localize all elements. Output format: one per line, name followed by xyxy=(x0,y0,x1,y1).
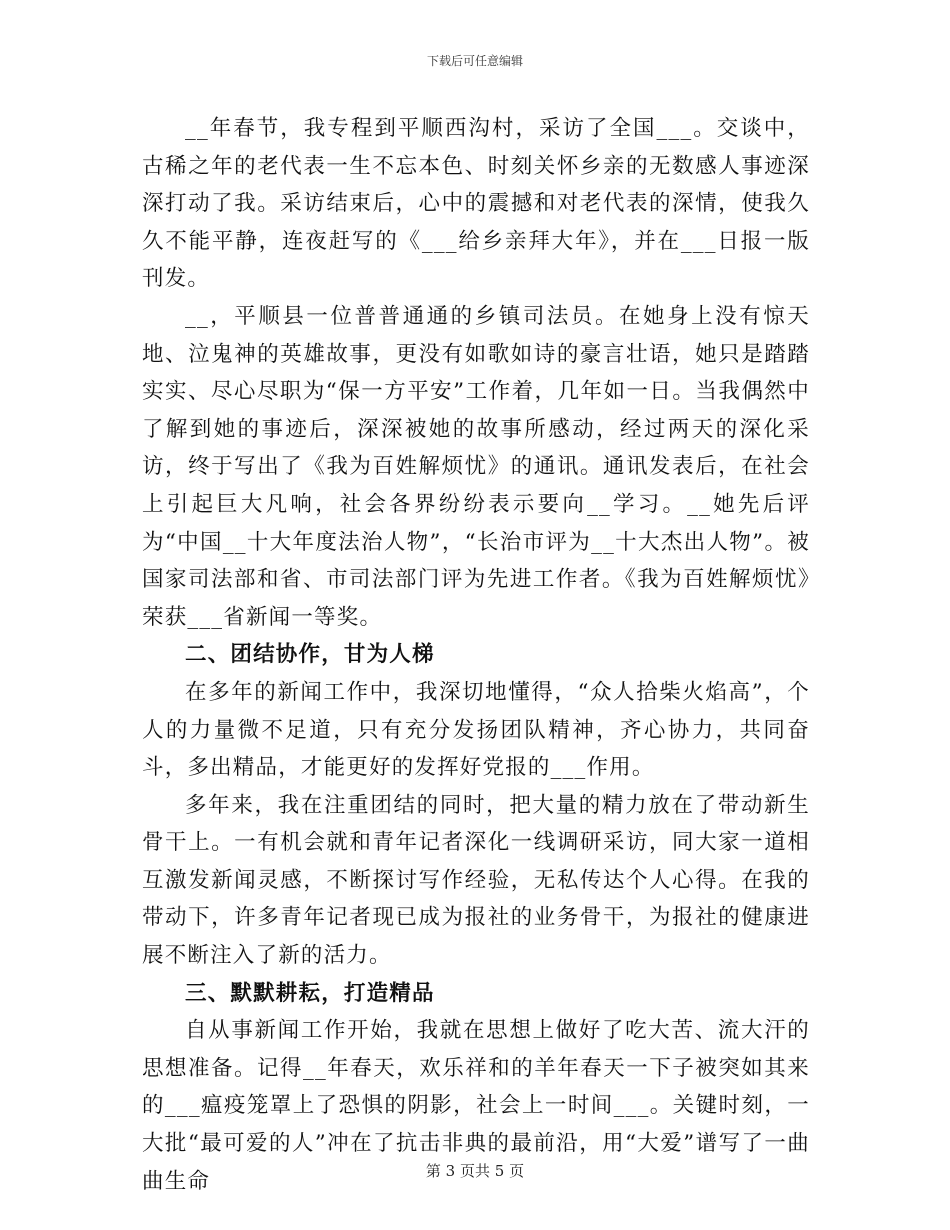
page-footer: 第 3 页共 5 页 xyxy=(425,1162,525,1180)
paragraph-3: 在多年的新闻工作中，我深切地懂得，“众人拾柴火焰高”，个人的力量微不足道，只有充分发扬团队精神，齐心协力，共同奋斗，多出精品，才能更好的发挥好党报的___作用。 xyxy=(142,679,810,781)
section-heading-3: 三、默默耕耘，打造精品 xyxy=(185,980,435,1006)
page-header: 下载后可任意编辑 xyxy=(426,54,523,68)
paragraph-4: 多年来，我在注重团结的同时，把大量的精力放在了带动新生骨干上。一有机会就和青年记者深化一线调研采访，同大家一道相互激发新闻灵感，不断探讨写作经验，无私传达个人心得。在我的带动下，许多青年记者现已成为报社的业务骨干，为报社的健康进展不断注入了新的活力。 xyxy=(142,792,810,969)
document-body xyxy=(142,110,810,1200)
paragraph-1: __年春节，我专程到平顺西沟村，采访了全国___。交谈中，古稀之年的老代表一生不忘本色、时刻关怀乡亲的无数感人事迹深深打动了我。采访结束后，心中的震撼和对老代表的深情，使我久久不能平静，连夜赶写的《___给乡亲拜大年》，并在___日报一版刊发。 xyxy=(142,116,810,292)
paragraph-5: 自从事新闻工作开始，我就在思想上做好了吃大苦、流大汗的思想准备。记得__年春天，欢乐祥和的羊年春天一下子被突如其来的___瘟疫笼罩上了恐惧的阴影，社会上一时间___。关键时刻，一大批“最可爱的人”冲在了抗击非典的最前沿，用“大爱”谱写了一曲曲生命 xyxy=(142,1018,810,1194)
section-heading-2: 二、团结协作，甘为人梯 xyxy=(185,642,435,668)
paragraph-2: __，平顺县一位普普通通的乡镇司法员。在她身上没有惊天地、泣鬼神的英雄故事，更没有如歌如诗的豪言壮语，她只是踏踏实实、尽心尽职为“保一方平安”工作着，几年如一日。当我偶然中了解到她的事迹后，深深被她的故事所感动，经过两天的深化采访，终于写出了《我为百姓解烦忧》的通讯。通讯发表后，在社会上引起巨大凡响，社会各界纷纷表示要向__学习。__她先后评为“中国__十大年度法治人物”，“长治市评为__十大杰出人物”。被国家司法部和省、市司法部门评为先进工作者。《我为百姓解烦忧》荣获___省新闻一等奖。 xyxy=(142,303,810,630)
